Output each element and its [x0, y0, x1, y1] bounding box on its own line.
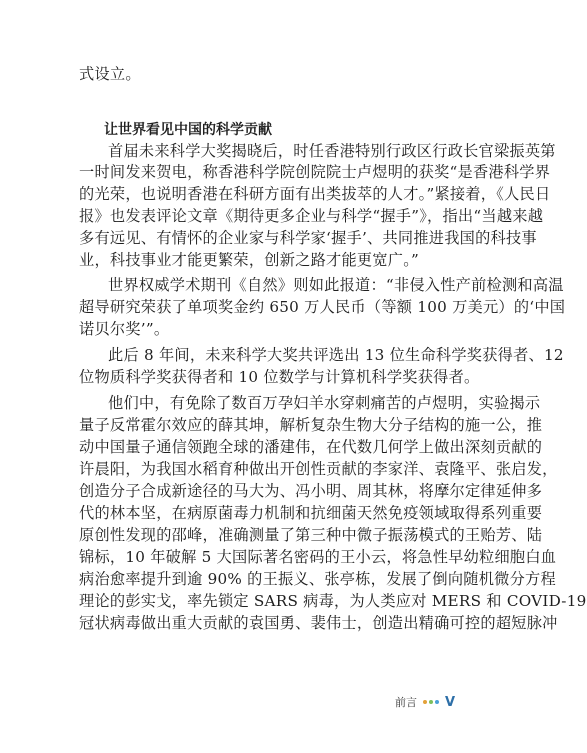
text-line: 量子反常霍尔效应的薛其坤，解析复杂生物大分子结构的施一公，推 [79, 416, 543, 434]
text-line: 许晨阳，为我国水稻育种做出开创性贡献的李家洋、袁隆平、张启发， [79, 460, 558, 478]
text-line: 创造分子合成新途径的马大为、冯小明、周其林，将摩尔定律延伸多 [79, 482, 543, 500]
footer-section-label: 前言 [395, 696, 417, 709]
section-heading: 让世界看见中国的科学贡献 [104, 122, 272, 138]
footer-dot [429, 700, 433, 704]
text-line: 冠状病毒做出重大贡献的袁国勇、裴伟士，创造出精确可控的超短脉冲 [79, 614, 558, 632]
text-line: 理论的彭实戈，率先锁定 SARS 病毒，为人类应对 MERS 和 COVID-19 [79, 592, 587, 610]
text-line: 的光荣，也说明香港在科研方面有出类拔萃的人才。”紧接着，《人民日 [79, 185, 551, 203]
page-footer [395, 694, 455, 710]
text-line: 报》也发表评论文章《期待更多企业与科学“握手”》，指出“当越来越 [79, 207, 544, 225]
text-line: 病治愈率提升到逾 90% 的王振义、张亭栋，发展了倒向随机微分方程 [79, 570, 556, 588]
text-line-top: 式设立。 [79, 65, 141, 83]
text-line: 动中国量子通信领跑全球的潘建伟，在代数几何学上做出深刻贡献的 [79, 438, 543, 456]
text-line: 代的林本坚，在病原菌毒力机制和抗细菌天然免疫领域取得系列重要 [79, 504, 543, 522]
text-line: 诺贝尔奖’”。 [79, 320, 170, 338]
text-line: 业，科技事业才能更繁荣，创新之路才能更宽广。” [79, 251, 420, 269]
footer-dot [435, 700, 439, 704]
text-line: 首届未来科学大奖揭晓后，时任香港特别行政区行政长官梁振英第 [108, 142, 556, 160]
text-line: 此后 8 年间，未来科学大奖共评选出 13 位生命科学奖获得者、12 [108, 346, 564, 364]
text-line: 世界权威学术期刊《自然》则如此报道：“非侵入性产前检测和高温 [108, 276, 564, 294]
text-line: 位物质科学奖获得者和 10 位数学与计算机科学奖获得者。 [79, 368, 480, 386]
text-line: 锦标，10 年破解 5 大国际著名密码的王小云，将急性早幼粒细胞白血 [79, 548, 557, 566]
text-line: 他们中，有免除了数百万孕妇羊水穿刺痛苦的卢煜明，实验揭示 [108, 394, 541, 412]
text-line: 多有远见、有情怀的企业家与科学家‘握手’、共同推进我国的科技事 [79, 229, 537, 247]
page-number: V [445, 694, 456, 710]
footer-dot [423, 700, 427, 704]
text-line: 一时间发来贺电，称香港科学院创院院士卢煜明的获奖“是香港科学界 [79, 163, 551, 181]
text-line: 超导研究荣获了单项奖金约 650 万人民币（等额 100 万美元）的‘中国 [79, 298, 566, 316]
text-line: 原创性发现的邵峰，准确测量了第三种中微子振荡模式的王贻芳、陆 [79, 526, 543, 544]
footer-dots-icon [423, 700, 439, 704]
